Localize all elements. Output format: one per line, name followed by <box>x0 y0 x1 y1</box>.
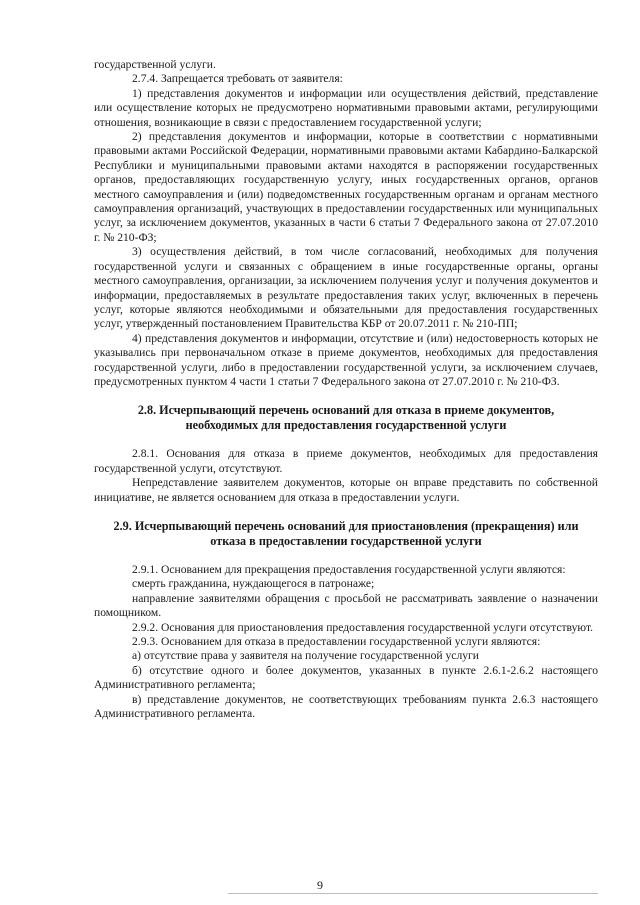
section-2-7-4-item-2: 2) представления документов и информации, которые в соответствии с нормативными правовыми актами Российской Федерации, нормативными правовыми актами Кабардино-Балкарской Республики и муниципальными правовыми актами находятся в распоряжении государственных органов, предоставляющих государственную услугу, иных государственных органов, органов местного самоуправления и (или) подведомственных государственным органам и органам местного самоуправления организаций, участвующих в предоставлении государственных или муниципальных услуг, за исключением документов, указанных в части 6 статьи 7 Федерального закона от 27.07.2010 г. № 210-ФЗ; <box>94 130 598 244</box>
section-2-9-1-refusal: направление заявителями обращения с просьбой не рассматривать заявление о назначении помощником. <box>94 591 598 620</box>
section-2-9-3-item-c: в) представление документов, не соответствующих требованиям пункта 2.6.3 настоящего Административного регламента. <box>94 692 598 721</box>
footer-divider <box>228 893 598 894</box>
page-body <box>94 58 598 721</box>
section-2-9-3: 2.9.3. Основанием для отказа в предоставлении государственной услуги являются: <box>132 635 541 648</box>
section-2-9-3-item-b: б) отсутствие одного и более документов, указанных в пункте 2.6.1-2.6.2 настоящего Административного регламента; <box>94 663 598 692</box>
section-2-8-heading-line-2: необходимых для предоставления государственной услуги <box>185 418 507 433</box>
section-2-7-4-item-3: 3) осуществления действий, в том числе согласований, необходимых для получения государственной услуги и связанных с обращением в иные государственные органы, органы местного самоуправления, организации, за исключением получения услуг и получения документов и информации, предоставляемых в результате предоставления таких услуг, включенных в перечень услуг, которые являются необходимыми и обязательными для предоставления государственных услуг, утвержденный постановлением Правительства КБР от 20.07.2011 г. № 210-ПП; <box>94 245 598 331</box>
section-2-8-1-note: Непредставление заявителем документов, которые он вправе представить по собственной инициативе, не является основанием для отказа в предоставлении услуги. <box>94 476 598 504</box>
section-2-7-4-item-4: 4) представления документов и информации, отсутствие и (или) недостоверность которых не указывались при первоначальном отказе в приеме документов, необходимых для предоставления государственной услуги, либо в предоставлении государственной услуги, за исключением случаев, предусмотренных пунктом 4 части 1 статьи 7 Федерального закона от 27.07.2010 г. № 210-ФЗ. <box>94 331 598 388</box>
section-2-9-heading <box>94 519 598 549</box>
page-number: 9 <box>317 878 323 892</box>
section-2-8-heading <box>94 403 598 433</box>
section-2-9-2: 2.9.2. Основания для приостановления предоставления государственной услуги отсутствуют. <box>132 620 594 634</box>
section-2-9-3-item-a: а) отсутствие права у заявителя на получение государственной услуги <box>132 649 479 663</box>
section-2-8-heading-line-1: 2.8. Исчерпывающий перечень оснований для отказа в приеме документов, <box>137 403 555 418</box>
section-2-8-1: 2.8.1. Основания для отказа в приеме документов, необходимых для предоставления государственной услуги, отсутствуют. <box>94 447 598 475</box>
section-2-9-1-death: смерть гражданина, нуждающегося в патронаже; <box>132 577 375 591</box>
continuation-text: государственной услуги. <box>94 58 216 71</box>
section-2-9-heading-line-2: отказа в предоставлении государственной услуги <box>210 533 482 548</box>
section-2-9-1: 2.9.1. Основанием для прекращения предоставления государственной услуги являются: <box>132 562 566 576</box>
section-2-7-4-item-1: 1) представления документов и информации или осуществления действий, представление или осуществление которых не предусмотрено нормативными правовыми актами, регулирующими отношения, возникающие в связи с предоставлением государственной услуги; <box>94 86 598 129</box>
section-2-9-heading-line-1: 2.9. Исчерпывающий перечень оснований для приостановления (прекращения) или <box>113 518 579 533</box>
section-2-7-4-intro: 2.7.4. Запрещается требовать от заявителя: <box>132 72 343 86</box>
